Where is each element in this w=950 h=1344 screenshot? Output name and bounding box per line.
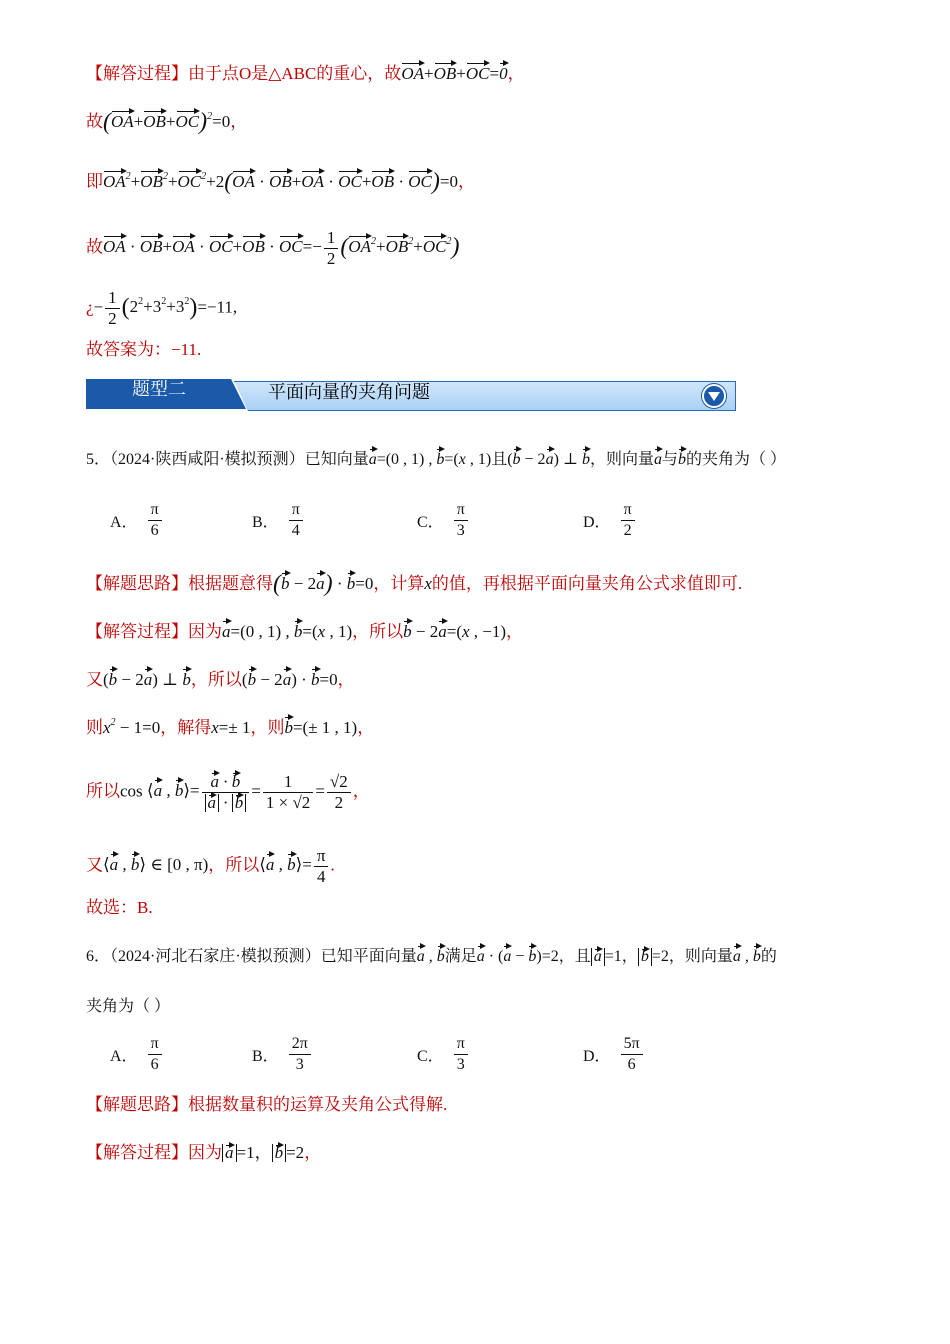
q6-number: 6． <box>86 948 111 965</box>
prev-solution-line-4: 故OA · OB+OA · OC+OB · OC=− $\frac{1}{2}$ $(OA^2+OB^2+OC^2)$ <box>86 228 460 268</box>
answer-process-tag: 【解答过程】 <box>86 64 188 83</box>
prev-final-answer: 故答案为：−11. <box>86 340 202 359</box>
q6-option-a[interactable]: A． $\frac{\pi}{6}$ <box>110 1034 164 1075</box>
q6-source: （2024·河北石家庄·模拟预测） <box>110 948 321 965</box>
q6-option-d[interactable]: D． $\frac{5\pi}{6}$ <box>583 1034 645 1075</box>
q5-process-line-2: 又(b − 2a) ⊥ b，所以(b − 2a) · b=0， <box>86 668 355 692</box>
q5-process-line-1: 【解答过程】因为a=(0 , 1) , b=(x , 1)，所以b − 2a=(x , −1)， <box>86 620 523 644</box>
q6-option-c[interactable]: C． $\frac{\pi}{3}$ <box>417 1034 470 1075</box>
q6-option-b[interactable]: B． $\frac{2\pi}{3}$ <box>252 1034 313 1075</box>
section-title: 平面向量的夹角问题 <box>268 382 430 403</box>
q5-stem: 5．（2024·陕西咸阳·模拟预测）已知向量a=(0 , 1) , b=(x , 1)且(b − 2a) ⊥ b，则向量a与b的夹角为（ ） <box>86 448 786 472</box>
q5-option-b[interactable]: B． $\frac{\pi}{4}$ <box>252 500 305 541</box>
q5-process-line-5: 又⟨a , b⟩ ∈ [0 , π)，所以⟨a , b⟩= $\frac{\pi}{4}$ . <box>86 846 335 886</box>
q5-number: 5． <box>86 451 111 468</box>
q5-process-line-4: 所以cos ⟨a , b⟩= $\frac{a \cdot b}{a \cdot b}$ = $\frac{1}{1 \times √2}$ = $\frac{√2}{2}$ ， <box>86 772 370 812</box>
prev-solution-line-1: 【解答过程】由于点O是△ABC的重心，故OA+OB+OC=0， <box>86 62 525 86</box>
q5-source: （2024·陕西咸阳·模拟预测） <box>110 451 305 468</box>
q5-option-a[interactable]: A． $\frac{\pi}{6}$ <box>110 500 164 541</box>
prev-solution-line-3: 即$OA^2+OB^2+OC^2+2(OA \cdot OB+OA \cdot OC+OB \cdot OC)=0$， <box>86 169 475 195</box>
q6-stem-line-2: 夹角为（ ） <box>86 998 171 1015</box>
q6-stem: 6．（2024·河北石家庄·模拟预测）已知平面向量a , b满足a · (a − b)=2，且 a =1， b =2，则向量a , b的 <box>86 945 777 969</box>
q5-option-d[interactable]: D． $\frac{\pi}{2}$ <box>583 500 637 541</box>
section-banner <box>86 379 734 411</box>
q5-option-c[interactable]: C． $\frac{\pi}{3}$ <box>417 500 470 541</box>
prev-solution-line-2: 故$(OA+OB+OC)^2=0$， <box>86 109 248 135</box>
prev-solution-line-5: ¿− $\frac{1}{2}$ $(2^2+3^2+3^2)=-11$, <box>86 288 238 328</box>
q5-process-line-3: 则$x^2 - 1=0$，解得x=± 1，则b=(± 1 , 1)， <box>86 716 374 740</box>
q5-answer: 故选：B. <box>86 898 153 917</box>
q6-process-line-1: 【解答过程】因为 a =1， b =2， <box>86 1143 322 1162</box>
collapse-icon[interactable] <box>702 384 726 408</box>
q6-solution-idea: 【解题思路】根据数量积的运算及夹角公式得解. <box>86 1095 448 1114</box>
q5-solution-idea: 【解题思路】根据题意得(b − 2a) · b=0，计算x的值，再根据平面向量夹角公式求值即可. <box>86 571 743 597</box>
section-label: 题型二 <box>132 379 186 400</box>
